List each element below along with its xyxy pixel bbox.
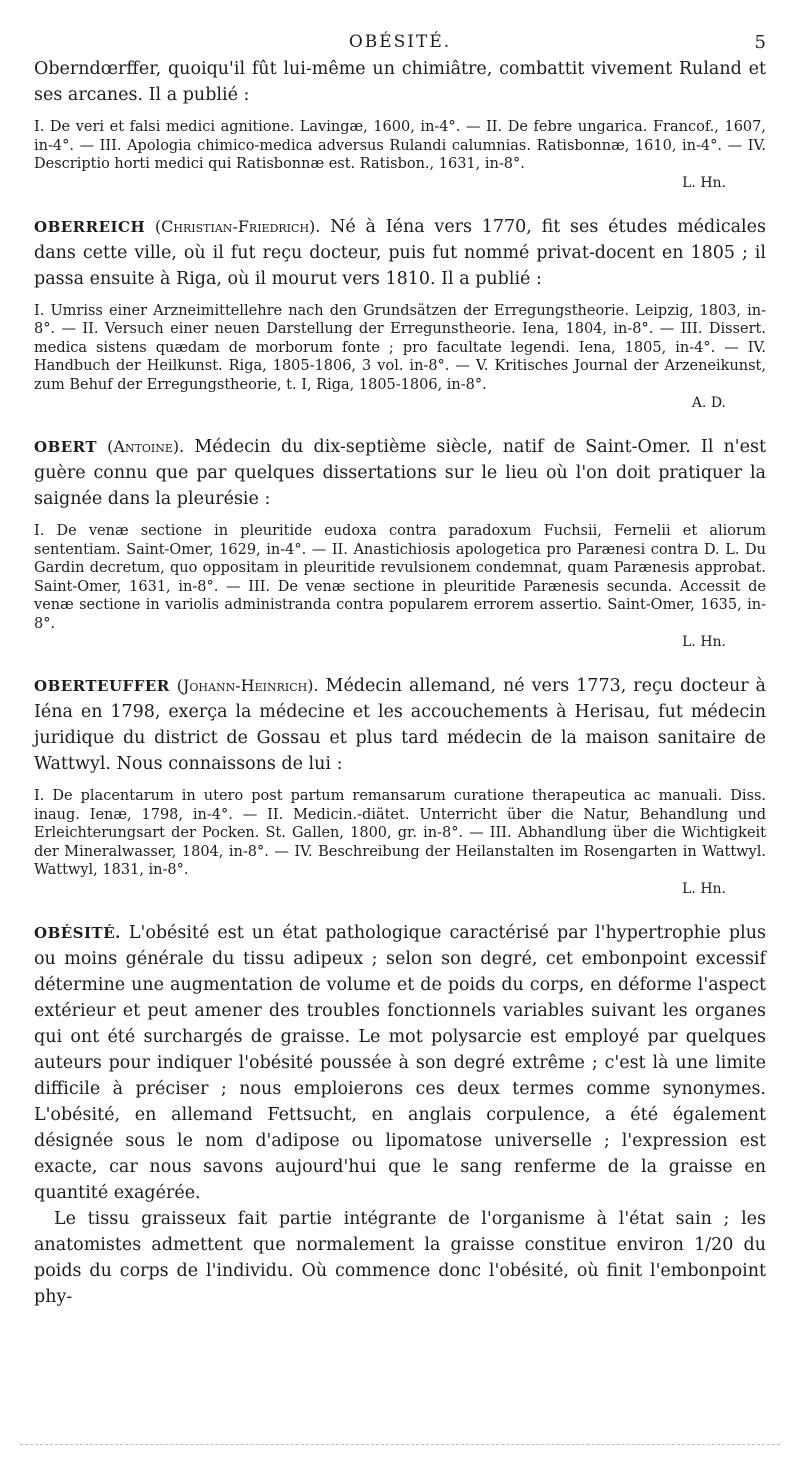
article-text-1: L'obésité est un état pathologique caractérisé par l'hypertrophie plus ou moins générale du tissu adipeux ; selon son degré, cet embonpoint excessif détermine une augmentation de volume et de poids du corps, en déforme l'aspect extérieur et peut amener des troubles fonctionnels variables suivant les organes qui ont été surchargés de graisse. Le mot polysarcie est employé par quelques auteurs pour indiquer l'obésité poussée à son degré extrême ; c'est là une limite difficile à préciser ; nous emploierons ces deux termes comme synonymes. L'obésité, en allemand Fettsucht, en anglais corpulence, a été également désignée sous le nom d'adipose ou lipomatose universelle ; l'expression est exacte, car nous savons aujourd'hui que le sang renferme de la graisse en quantité exagérée. [34, 922, 766, 1203]
entry-obert [34, 434, 766, 651]
entry-works: I. De venæ sectione in pleuritide eudoxa contra paradoxum Fuchsii, Fernelii et aliorum sententiam. Saint-Omer, 1629, in-4°. — II. Anastichiosis apologetica pro Parænesi contra D. L. Du Gardin decretum, quo oppositam in pleuritide revulsionem condemnat, quam Parænesis approbat. Saint-Omer, 1631, in-8°. — III. De venæ sectione in pleuritide Parænesis secunda. Accessit de venæ sectione in variolis administranda contra popularem errorem assertio. Saint-Omer, 1635, in-8°. [34, 523, 766, 632]
document-page [34, 26, 766, 1310]
entry-given-names: (Johann-Heinrich). [176, 676, 319, 695]
article-obesite [34, 920, 766, 1310]
entry-paragraph [34, 673, 766, 777]
entry-given-names: (Christian-Friedrich). [154, 216, 321, 236]
running-title: OBÉSITÉ. [348, 32, 452, 52]
intro-works: I. De veri et falsi medici agnitione. Lavingæ, 1600, in-4°. — II. De febre ungarica. Francof., 1607, in-4°. — III. Apologia chimico-medica adversus Rulandi calumnias. Ratisbonnæ, 1610, in-4°. — IV. Descriptio horti medici qui Ratisbonnæ est. Ratisbon., 1631, in-8°. [34, 119, 766, 172]
intro-section [34, 56, 766, 192]
entry-text: Médecin allemand, né vers 1773, reçu docteur à Iéna en 1798, exerça la médecine et les accouchements à Herisau, fut médecin juridique du district de Gossau et plus tard médecin de la maison sanitaire de Wattwyl. Nous connaissons de lui : [34, 676, 766, 774]
article-paragraph-1 [34, 920, 766, 1206]
entry-signature: A. D. [691, 395, 726, 411]
entry-paragraph [34, 434, 766, 512]
page-number: 5 [754, 32, 766, 53]
entry-paragraph [34, 214, 766, 292]
entry-headword: OBERT [34, 438, 98, 456]
entry-text: Né à Iéna vers 1770, fit ses études médicales dans cette ville, où il fut reçu docteur, puis fut nommé privat-docent en 1805 ; il passa ensuite à Riga, où il mourut vers 1810. Il a publié : [34, 216, 766, 289]
article-headword: OBÉSITÉ. [34, 923, 121, 942]
page-header [34, 26, 766, 56]
entry-works: I. Umriss einer Arzneimittellehre nach den Grundsätzen der Erregungstheorie. Leipzig, 1803, in-8°. — II. Versuch einer neuen Darstellung der Erregunstheorie. Iena, 1804, in-8°. — III. Dissert. medica sistens quædam de morborum fonte ; pro facultate legendi. Iena, 1805, in-4°. — IV. Handbuch der Heilkunst. Riga, 1805-1806, 3 vol. in-8°. — V. Kritisches Journal der Arzeneikunst, zum Behuf der Erregungstheorie, t. I, Riga, 1805-1806, in-8°. [34, 302, 766, 393]
entry-signature: L. Hn. [682, 634, 726, 650]
entry-oberreich [34, 214, 766, 413]
page-bottom-rule [20, 1444, 780, 1445]
entry-headword: OBERTEUFFER [34, 677, 170, 695]
entry-text: Médecin du dix-septième siècle, natif de Saint-Omer. Il n'est guère connu que par quelques dissertations sur le lieu où l'on doit pratiquer la saignée dans la pleurésie : [34, 437, 766, 509]
article-paragraph-2: Le tissu graisseux fait partie intégrante de l'organisme à l'état sain ; les anatomistes admettent que normalement la graisse constitue environ 1/20 du poids du corps de l'individu. Où commence donc l'obésité, où finit l'embonpoint phy- [34, 1208, 766, 1307]
entry-given-names: (Antoine). [107, 437, 185, 456]
intro-signature: L. Hn. [682, 174, 726, 191]
entry-signature: L. Hn. [682, 880, 726, 897]
entry-oberteuffer [34, 673, 766, 898]
entry-headword: OBERREICH [34, 217, 146, 236]
intro-paragraph: Oberndœrffer, quoiqu'il fût lui-même un chimiâtre, combattit vivement Ruland et ses arcanes. Il a publié : [34, 59, 766, 105]
entry-works: I. De placentarum in utero post partum remansarum curatione therapeutica ac manuali. Diss. inaug. Ienæ, 1798, in-4°. — II. Medicin.-diätet. Unterricht über die Natur, Behandlung und Erleichterungsart der Pocken. St. Gallen, 1800, gr. in-8°. — III. Abhandlung über die Wichtigkeit der Mineralwasser, 1804, in-8°. — IV. Beschreibung der Heilanstalten im Rosengarten in Wattwyl. Wattwyl, 1831, in-8°. [34, 788, 766, 878]
